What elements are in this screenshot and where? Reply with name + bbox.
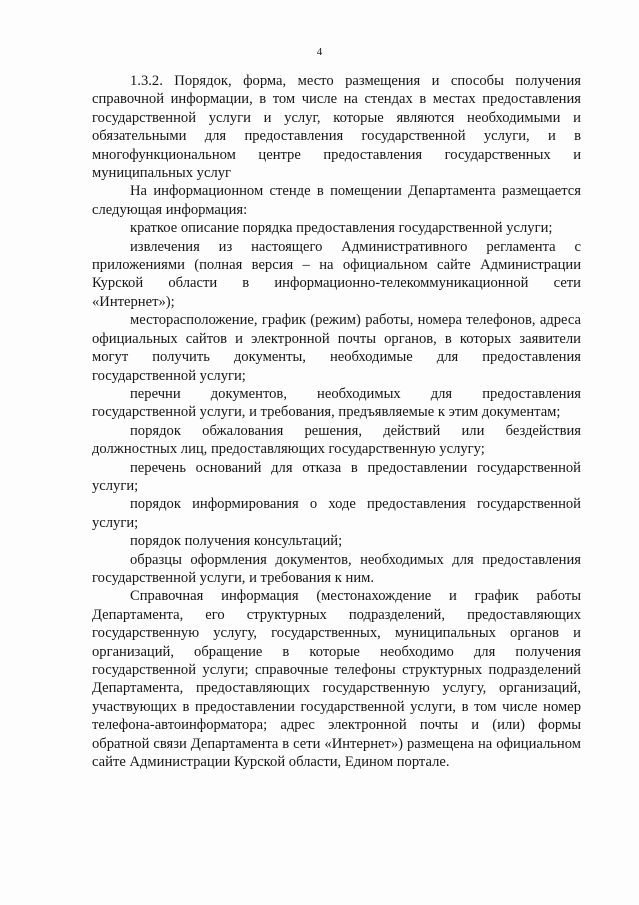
document-body (92, 72, 581, 771)
paragraph-item-consultations: порядок получения консультаций; (130, 533, 343, 550)
paragraph-reference-info: Справочная информация (местонахождение и график работы Департамента, его структурных подразделений, предоставляющих государственную услугу, государственных, муниципальных органов и организаций, обращение в которые необходимо для получения государственной услуги; справочные телефоны структурных подразделений Департамента, предоставляющих государственную услугу, организаций, участвующих в предоставлении государственной услуги, в том числе номер телефона-автоинформатора; адрес электронной почты и (или) формы обратной связи Департамента в сети «Интернет») размещена на официальном сайте Администрации Курской области, Едином портале. (92, 588, 581, 771)
paragraph-stand-intro: На информационном стенде в помещении Департамента размещается следующая информация: (92, 183, 581, 218)
paragraph-item-progress-info: порядок информирования о ходе предоставления государственной услуги; (92, 496, 581, 531)
paragraph-item-description: краткое описание порядка предоставления государственной услуги; (130, 220, 553, 237)
paragraph-section-heading: 1.3.2. Порядок, форма, место размещения и способы получения справочной информации, в том числе на стендах в местах предоставления государственной услуги и услуг, которые являются необходимыми и обязательными для предоставления государственной услуги, и в многофункциональном центре предоставления государственных и муниципальных услуг (92, 73, 581, 182)
page-number: 4 (316, 46, 323, 58)
paragraph-item-appeal: порядок обжалования решения, действий или бездействия должностных лиц, предоставляющих государственную услугу; (92, 422, 581, 458)
paragraph-item-location: месторасположение, график (режим) работы, номера телефонов, адреса официальных сайтов и электронной почты органов, в которых заявители могут получить документы, необходимые для предоставления государственной услуги; (92, 312, 581, 384)
paragraph-item-refusal-grounds: перечень оснований для отказа в предоставлении государственной услуги; (92, 459, 581, 494)
paragraph-item-extracts: извлечения из настоящего Административного регламента с приложениями (полная версия – на официальном сайте Администрации Курской области в информационно-телекоммуникационной сети «Интернет»); (92, 238, 581, 310)
paragraph-item-samples: образцы оформления документов, необходимых для предоставления государственной услуги, и требования к ним. (92, 551, 581, 586)
paragraph-item-documents-list: перечни документов, необходимых для предоставления государственной услуги, и требования, предъявляемые к этим документам; (92, 385, 581, 421)
